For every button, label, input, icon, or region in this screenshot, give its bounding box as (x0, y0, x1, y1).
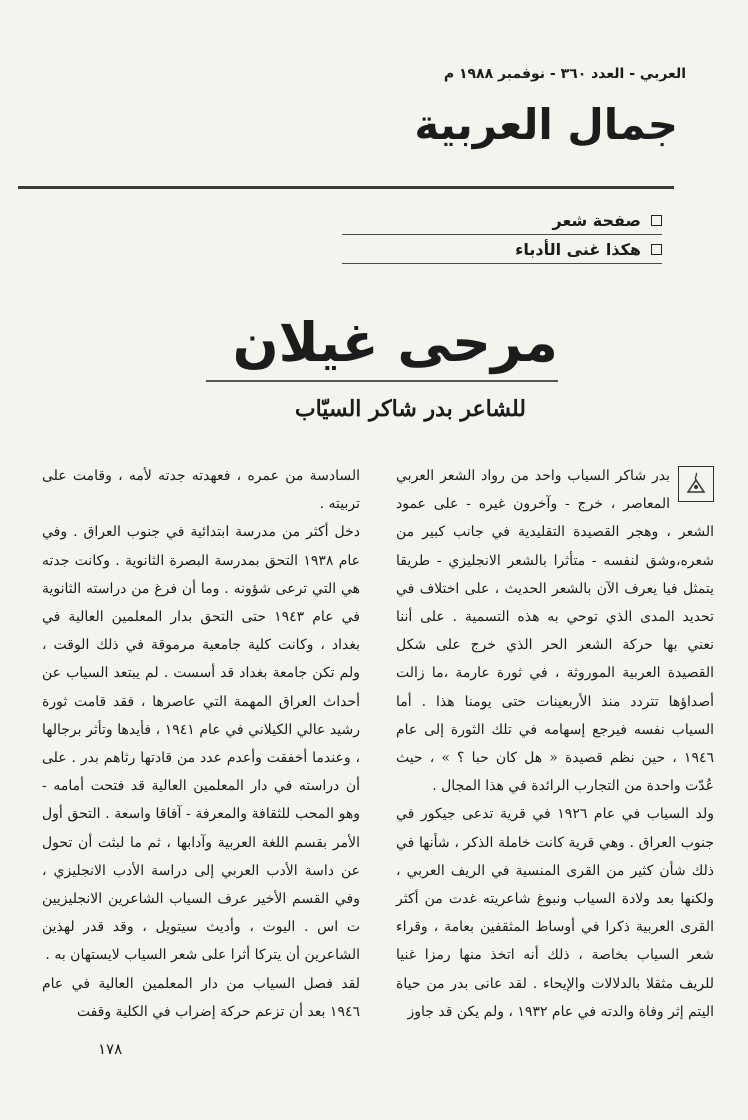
header-rule (18, 186, 674, 189)
section-logo: جمال العربية (414, 100, 678, 149)
page-number: ١٧٨ (98, 1040, 123, 1058)
section-item-label: صفحة شعر (552, 210, 641, 230)
article-title: مرحى غيلان (232, 311, 558, 374)
paragraph: دخل أكثر من مدرسة ابتدائية في جنوب العراق . وفي عام ١٩٣٨ التحق بمدرسة البصرة الثانوية . وكانت جدته هي التي ترعى شؤونه . وما أن فرغ من دراسته الثانوية في عام ١٩٤٣ حتى التحق بدار المعلمين العالية في بغداد ، وكانت كلية جامعية مرموقة في ذلك الوقت ، ولم تكن جامعة بغداد قد أسست . لم يبتعد السياب عن أحداث العراق المهمة التي عاصرها ، فقد قامت ثورة رشيد عالي الكيلاني في عام ١٩٤١ ، فأيدها وتأثر برجالها ، وعندما أخفقت وأعدم عدد من قادتها رثاهم بدر . على أن دراسته في دار المعلمين العالية قد فتحت أمامه - وهو المحب للثقافة والمعرفة - آفاقا واسعة . التحق أول الأمر بقسم اللغة العربية وآدابها ، ثم ما لبثت أن تحول عن داسة الأدب العربي إلى دراسة الأدب الانجليزي ، وفي القسم الأخير عرف السياب الشاعرين الانجليزيين ت اس . اليوت ، وأديث سيتويل ، وقد قدر لهذين الشاعرين أن يتركا أثرا على شعر السياب لايستهان به . (42, 524, 360, 964)
section-item-poetry (342, 206, 662, 235)
article-column-left (42, 462, 360, 1026)
title-rule (206, 380, 558, 382)
article-author: للشاعر بدر شاكر السيّاب (294, 396, 526, 422)
paragraph: السادسة من عمره ، فعهدته جدته لأمه ، وقامت على تربيته . (42, 468, 360, 513)
section-items (342, 206, 662, 264)
issue-line: العربي - العدد ٣٦٠ - نوفمبر ١٩٨٨ م (443, 66, 686, 82)
article-column-right (396, 462, 714, 1026)
paragraph: ولد السياب في عام ١٩٢٦ في قرية تدعى جيكور في جنوب العراق . وهي قرية كانت خاملة الذكر ، شأنها في ذلك شأن كثير من القرى المنسية في الريف العربي ، ولكنها بعد ولادة السياب ونبوغ شاعريته غدت من أكثر القرى العربية ذكرا في أوساط المثقفين بعامة ، وقراء شعر السياب بخاصة ، ذلك أنه اتخذ منها رمزا غنيا للريف مثقلا بالدلالات والإيحاء . لقد عانى بدر من حياة اليتم إثر وفاة والدته في عام ١٩٣٢ ، ولم يكن قد جاوز (396, 806, 714, 1020)
section-item-writers (342, 235, 662, 264)
paragraph: بدر شاكر السياب واحد من رواد الشعر العربي المعاصر ، خرج - وآخرون غيره - على عمود الشعر ، وهجر القصيدة التقليدية في جانب كبير من شعره،وشق لنفسه - متأثرا بالشعر الانجليزي - طريقا يتمثل فيا يعرف الآن بالشعر الحديث ، على اختلاف في تحديد المدى الذي توحي به هذه التسمية . على أننا نعني بها حركة الشعر الحر الذي خرج على شكل القصيدة العربية الموروثة ، في ثورة عارمة ،ما زالت أصداؤها تتردد منذ الأربعينات حتى يومنا هذا . أما السياب نفسه فيرجع إسهامه في تلك الثورة إلى عام ١٩٤٦ ، حين نظم قصيدة « هل كان حبا ؟ » ، حيث عُدّت واحدة من التجارب الرائدة في هذا المجال . (396, 468, 714, 795)
checkbox-square-icon (651, 215, 662, 226)
checkbox-square-icon (651, 244, 662, 255)
ornament-icon (678, 466, 714, 502)
section-item-label: هكذا غنى الأدباء (515, 239, 641, 259)
paragraph: لقد فصل السياب من دار المعلمين العالية في عام ١٩٤٦ بعد أن تزعم حركة إضراب في الكلية وقفت (42, 975, 360, 1020)
